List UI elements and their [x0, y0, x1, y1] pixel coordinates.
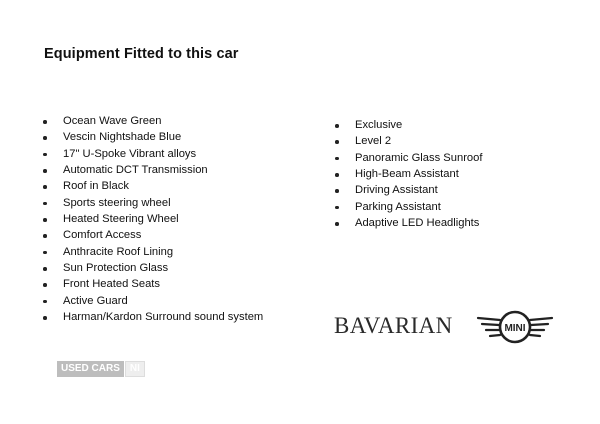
- dealer-logo-text: BAVARIAN: [334, 313, 453, 338]
- list-item: Parking Assistant: [333, 199, 482, 215]
- list-item: Comfort Access: [41, 227, 263, 243]
- equipment-list-left: [41, 113, 263, 325]
- mini-logo-text: MINI: [504, 323, 526, 334]
- list-item: 17" U-Spoke Vibrant alloys: [41, 146, 263, 162]
- list-item: Front Heated Seats: [41, 276, 263, 292]
- page-title: Equipment Fitted to this car: [44, 46, 239, 62]
- list-item: Active Guard: [41, 293, 263, 309]
- badge-main-label: USED CARS: [57, 361, 124, 377]
- list-item: Roof in Black: [41, 178, 263, 194]
- list-item: Driving Assistant: [333, 182, 482, 198]
- list-item: Sun Protection Glass: [41, 260, 263, 276]
- list-item: Anthracite Roof Lining: [41, 244, 263, 260]
- list-item: Vescin Nightshade Blue: [41, 129, 263, 145]
- list-item: Heated Steering Wheel: [41, 211, 263, 227]
- list-item: Panoramic Glass Sunroof: [333, 150, 482, 166]
- list-item: High-Beam Assistant: [333, 166, 482, 182]
- list-item: Ocean Wave Green: [41, 113, 263, 129]
- list-item: Exclusive: [333, 117, 482, 133]
- equipment-list-right: [333, 117, 482, 231]
- list-item: Automatic DCT Transmission: [41, 162, 263, 178]
- list-item: Sports steering wheel: [41, 195, 263, 211]
- badge-tail-label: NI: [125, 361, 145, 377]
- used-cars-badge: [57, 361, 145, 377]
- list-item: Adaptive LED Headlights: [333, 215, 482, 231]
- list-item: Harman/Kardon Surround sound system: [41, 309, 263, 325]
- mini-wings-logo-icon: [476, 309, 554, 345]
- list-item: Level 2: [333, 133, 482, 149]
